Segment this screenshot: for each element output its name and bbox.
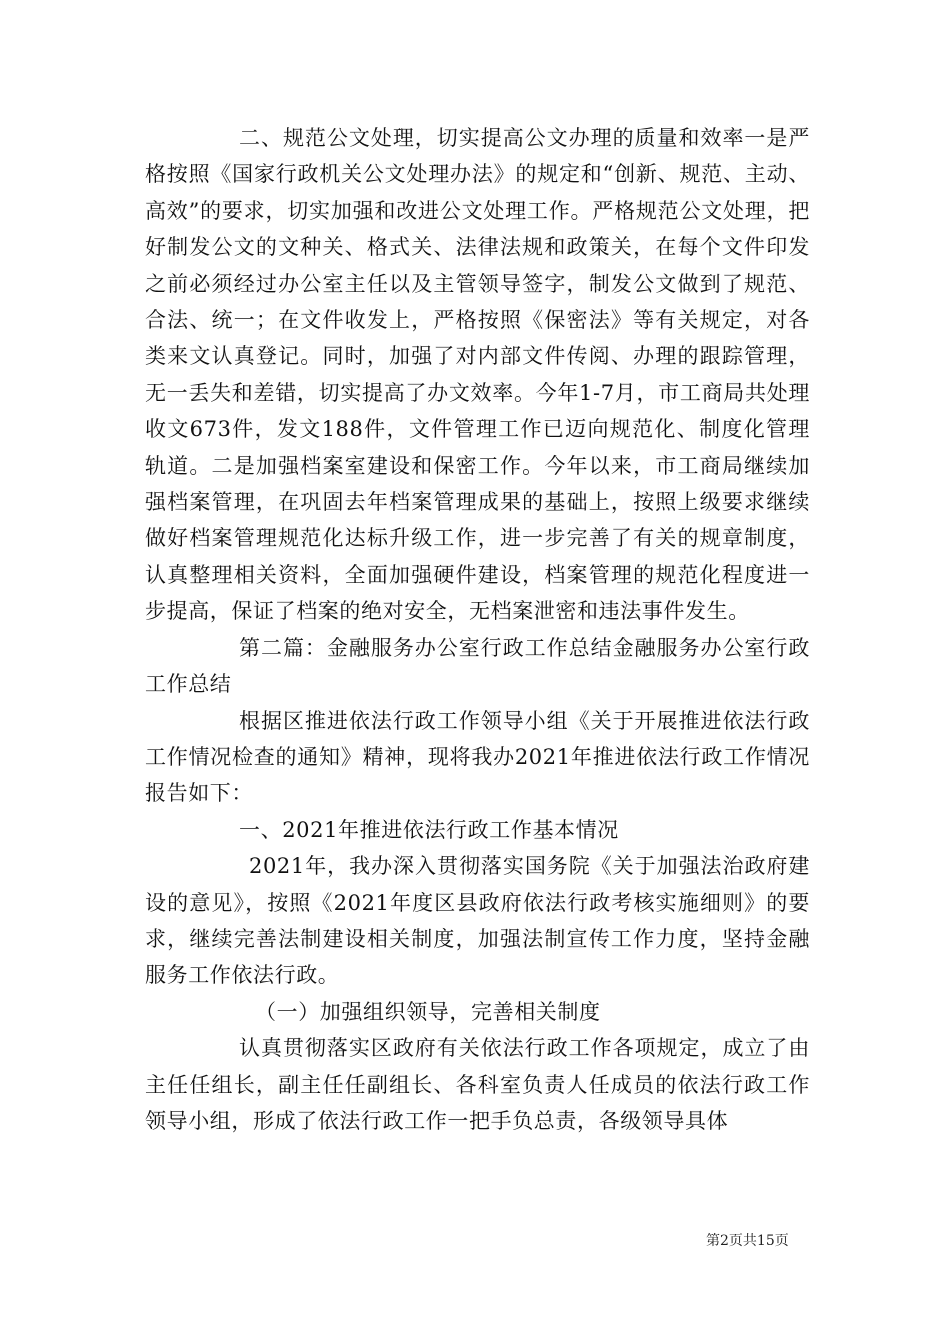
subheading-organization-leadership: （一）加强组织领导，完善相关制度 — [255, 999, 601, 1024]
document-body — [145, 120, 810, 1139]
section-heading-basic-situation: 一、2021年推进依法行政工作基本情况 — [239, 817, 619, 842]
paragraph-report-intro: 根据区推进依法行政工作领导小组《关于开展推进依法行政工作情况检查的通知》精神，现将我办2021年推进依法行政工作情况报告如下： — [145, 708, 810, 806]
paragraph-2021-overview: 2021年，我办深入贯彻落实国务院《关于加强法治政府建设的意见》，按照《2021年度区县政府依法行政考核实施细则》的要求，继续完善法制建设相关制度，加强法制宣传工作力度，坚持金融服务工作依法行政。 — [145, 854, 810, 988]
page-number-footer: 第2页共15页 — [706, 1233, 789, 1249]
paragraph-leadership-group: 认真贯彻落实区政府有关依法行政工作各项规定，成立了由主任任组长，副主任任副组长、各科室负责人任成员的依法行政工作领导小组，形成了依法行政工作一把手负总责，各级领导具体 — [145, 1036, 810, 1133]
paragraph-part-two-title: 第二篇：金融服务办公室行政工作总结金融服务办公室行政工作总结 — [145, 635, 810, 697]
paragraph-standardize-documents: 二、规范公文处理，切实提高公文办理的质量和效率一是严格按照《国家行政机关公文处理办法》的规定和“创新、规范、主动、高效”的要求，切实加强和改进公文处理工作。严格规范公文处理，把好制发公文的文种关、格式关、法律法规和政策关，在每个文件印发之前必须经过办公室主任以及主管领导签字，制发公文做到了规范、合法、统一；在文件收发上，严格按照《保密法》等有关规定，对各类来文认真登记。同时，加强了对内部文件传阅、办理的跟踪管理，无一丢失和差错，切实提高了办文效率。今年1-7月，市工商局共处理收文673件，发文188件，文件管理工作已迈向规范化、制度化管理轨道。二是加强档案室建设和保密工作。今年以来，市工商局继续加强档案管理，在巩固去年档案管理成果的基础上，按照上级要求继续做好档案管理规范化达标升级工作，进一步完善了有关的规章制度，认真整理相关资料，全面加强硬件建设，档案管理的规范化程度进一步提高，保证了档案的绝对安全，无档案泄密和违法事件发生。 — [145, 126, 810, 624]
